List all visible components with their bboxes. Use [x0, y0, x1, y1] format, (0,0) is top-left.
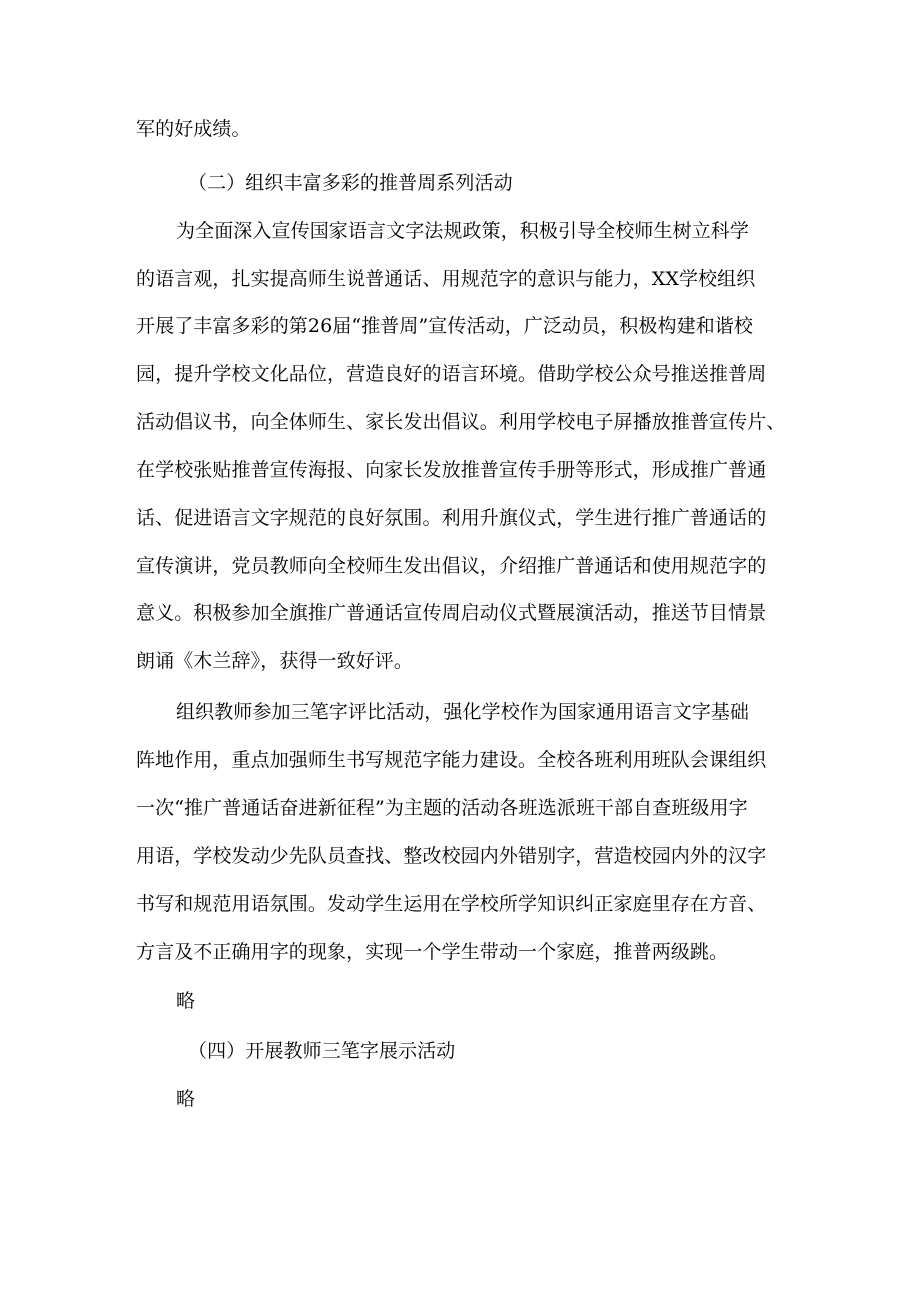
- paragraph-line: 书写和规范用语氛围。发动学生运用在学校所学知识纠正家庭里存在方音、: [136, 893, 767, 915]
- paragraph-line: 用语，学校发动少先队员查找、整改校园内外错别字，营造校园内外的汉字: [136, 845, 767, 867]
- paragraph-line: 开展了丰富多彩的第26届“推普周”宣传活动，广泛动员，积极构建和谐校: [136, 315, 754, 337]
- paragraph-line: 话、促进语言文字规范的良好氛围。利用升旗仪式，学生进行推广普通话的: [136, 507, 767, 529]
- paragraph-line: 组织教师参加三笔字评比活动，强化学校作为国家通用语言文字基础: [176, 701, 750, 723]
- paragraph-line: 意义。积极参加全旗推广普通话宣传周启动仪式暨展演活动，推送节目情景: [136, 602, 767, 624]
- paragraph-line: 一次“推广普通话奋进新征程”为主题的活动各班选派班干部自查班级用字: [136, 797, 748, 819]
- section-heading-2: （二）组织丰富多彩的推普周系列活动: [188, 172, 513, 194]
- paragraph-line: 阵地作用，重点加强师生书写规范字能力建设。全校各班利用班队会课组织: [136, 749, 767, 771]
- paragraph-line: 在学校张贴推普宣传海报、向家长发放推普宣传手册等形式，形成推广普通: [136, 459, 767, 481]
- paragraph-continuation: 军的好成绩。: [136, 118, 251, 140]
- paragraph-line: 活动倡议书，向全体师生、家长发出倡议。利用学校电子屏播放推普宣传片、: [136, 411, 786, 433]
- paragraph-line: 宣传演讲，党员教师向全校师生发出倡议，介绍推广普通话和使用规范字的: [136, 555, 767, 577]
- paragraph-line: 为全面深入宣传国家语言文字法规政策，积极引导全校师生树立科学: [176, 220, 750, 242]
- section-heading-4: （四）开展教师三笔字展示活动: [188, 1040, 456, 1062]
- omitted-content: 略: [176, 990, 196, 1012]
- paragraph-line: 的语言观，扎实提高师生说普通话、用规范字的意识与能力，XX学校组织: [136, 268, 756, 290]
- omitted-content: 略: [176, 1088, 196, 1110]
- paragraph-line: 方言及不正确用字的现象，实现一个学生带动一个家庭，推普两级跳。: [136, 941, 729, 963]
- paragraph-line: 园，提升学校文化品位，营造良好的语言环境。借助学校公众号推送推普周: [136, 363, 767, 385]
- paragraph-line: 朗诵《木兰辞》，获得一致好评。: [136, 650, 414, 672]
